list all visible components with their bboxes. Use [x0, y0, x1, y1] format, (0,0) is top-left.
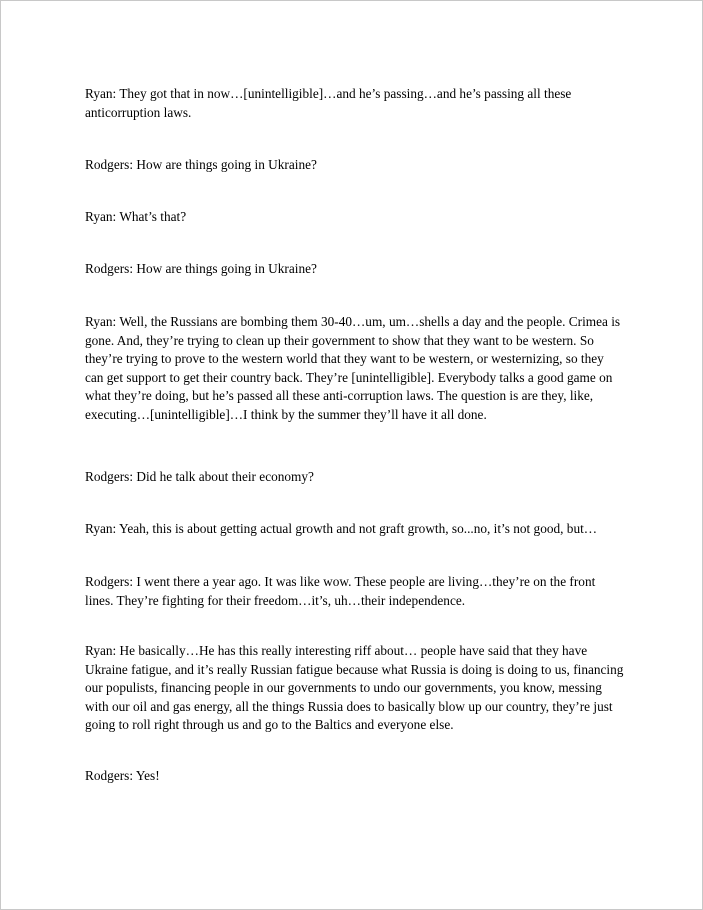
transcript-paragraph: Ryan: What’s that?: [85, 209, 187, 224]
transcript-paragraph: Rodgers: Did he talk about their economy?: [85, 469, 314, 484]
transcript-paragraph: Rodgers: I went there a year ago. It was like wow. These people are living…they’re on the front lines. They’re fighting for their freedom…it’s, uh…their independence.: [85, 574, 596, 608]
transcript-paragraph: Ryan: They got that in now…[unintelligible]…and he’s passing…and he’s passing all these anticorruption laws.: [85, 86, 572, 120]
transcript-paragraph: Rodgers: Yes!: [85, 768, 160, 783]
transcript-paragraph: Ryan: He basically…He has this really interesting riff about… people have said that they have Ukraine fatigue, and it’s really Russian fatigue because what Russia is doing is doing to us, financing our populists, financing people in our governments to undo our governments, you know, messing with our oil and gas energy, all the things Russia does to basically blow up our country, they’re just going to roll right through us and go to the Baltics and everyone else.: [85, 643, 624, 732]
transcript-paragraph: Ryan: Well, the Russians are bombing them 30-40…um, um…shells a day and the people. Crimea is gone. And, they’re trying to clean up their government to show that they want to be western. So they’re trying to prove to the western world that they want to be western, or westernizing, so they can get support to get their country back. They’re [unintelligible]. Everybody talks a good game on what they’re doing, but he’s passed all these anti-corruption laws. The question is are they, like, executing…[unintelligible]…I think by the summer they’ll have it all done.: [85, 314, 621, 422]
transcript-paragraph: Ryan: Yeah, this is about getting actual growth and not graft growth, so...no, it’s not good, but…: [85, 521, 598, 536]
transcript-paragraph: Rodgers: How are things going in Ukraine?: [85, 261, 317, 276]
transcript-paragraph: Rodgers: How are things going in Ukraine?: [85, 157, 317, 172]
